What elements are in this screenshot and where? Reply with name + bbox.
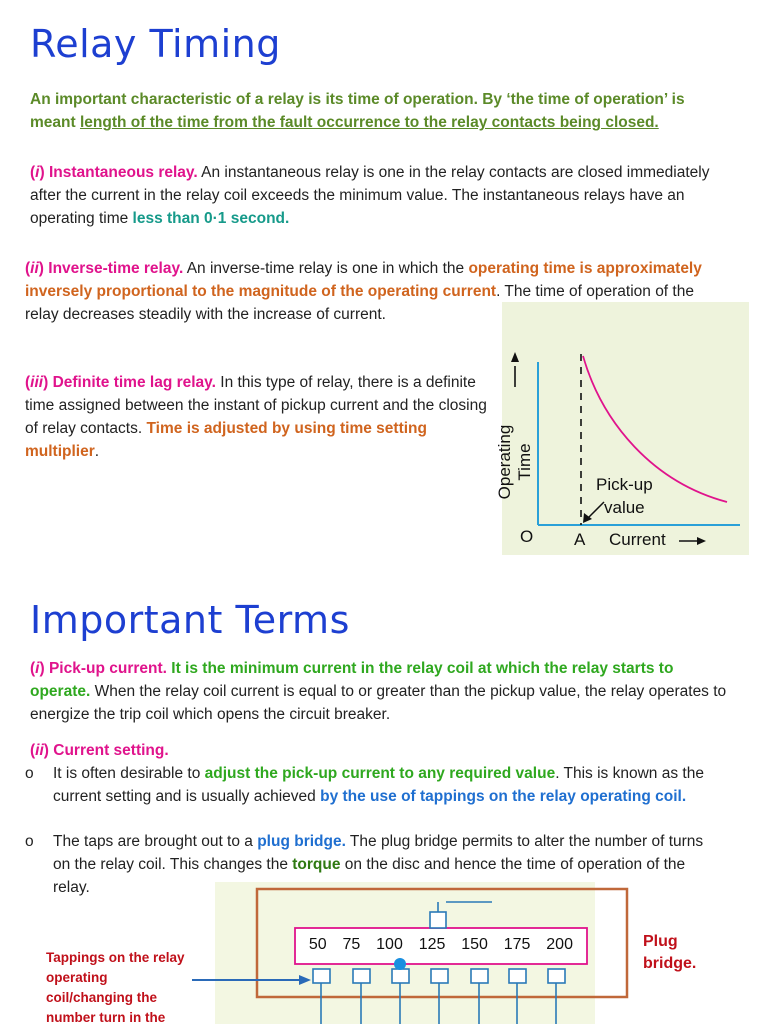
bullet-marker: o <box>25 765 34 782</box>
plug-value: 175 <box>503 936 531 953</box>
bullet-2-emphasis-blue: plug bridge. <box>257 833 346 850</box>
tap-125[interactable] <box>431 969 448 983</box>
bullet-1-text-b: . This is known as the current setting and is usually achieved <box>53 765 704 805</box>
a-label: A <box>574 530 586 549</box>
plug-value: 125 <box>418 936 446 953</box>
plug-value: 50 <box>308 936 327 953</box>
bullet-2-text-b: The plug bridge permits to alter the number of turns on the relay coil. This changes the <box>53 833 704 873</box>
x-axis-label: Current <box>609 530 666 549</box>
instantaneous-relay-emphasis: less than 0·1 second. <box>132 210 290 227</box>
tap-150[interactable] <box>471 969 488 983</box>
definite-time-relay-title: Definite time lag relay. <box>48 374 216 391</box>
item-number: ii <box>30 260 39 277</box>
intro-underlined: length of the time from the fault occurrence to the relay contacts being closed. <box>79 114 659 131</box>
plug-pin-indicator <box>394 958 406 970</box>
origin-label: O <box>520 527 534 546</box>
plug-value: 200 <box>546 936 573 953</box>
pickup-label-line2: value <box>604 498 645 517</box>
tap-terminals <box>313 969 565 983</box>
current-setting-title: Current setting. <box>48 742 169 759</box>
tappings-label: Tappings on the relay operating coil/changing the number turn in the <box>46 950 185 1025</box>
pickup-label-line1: Pick-up <box>596 475 653 494</box>
tap-175[interactable] <box>509 969 526 983</box>
inverse-time-relay-paragraph: (ii) Inverse-time relay. An inverse-time relay is one in which the operating time is approximately inversely proportional to the magnitude of the operating current. The time of operation of the relay decreases steadily with the increase of current. <box>25 260 702 323</box>
item-number: i <box>35 164 40 181</box>
page-title: Relay Timing <box>30 22 281 66</box>
plug-value: 150 <box>461 936 488 953</box>
inverse-time-relay-text: An inverse-time relay is one in which the <box>183 260 469 277</box>
top-plug-terminal <box>430 912 446 928</box>
section-title: Important Terms <box>30 598 350 642</box>
y-axis-label: Operating Time <box>495 424 534 500</box>
tap-50[interactable] <box>313 969 330 983</box>
bullet-marker: o <box>25 833 34 850</box>
pickup-current-paragraph: (i) Pick-up current. It is the minimum current in the relay coil at which the relay starts to operate. When the relay coil current is equal to or greater than the pickup value, the relay operates to energize the trip coil which opens the circuit breaker. <box>30 660 727 723</box>
tappings-pointer-arrowhead <box>299 975 311 985</box>
instantaneous-relay-title: Instantaneous relay. <box>44 164 198 181</box>
definite-time-relay-text: In this type of relay, there is a definite time assigned between the instant of pickup current and the closing of relay contacts. <box>25 374 487 437</box>
item-number: i <box>35 660 40 677</box>
bullet-2-text: The taps are brought out to a <box>53 833 258 850</box>
period: . <box>94 443 100 460</box>
instantaneous-relay-paragraph: (i) Instantaneous relay. An instantaneous relay is one in the relay contacts are closed immediately after the current in the relay coil exceeds the minimum value. The instantaneous relays have an operating time less than 0·1 second. <box>30 164 710 227</box>
bullet-1-text: It is often desirable to <box>53 765 205 782</box>
plug-bridge-label-line2: bridge. <box>643 955 697 972</box>
current-setting-heading: (ii) Current setting. <box>30 742 169 759</box>
tap-100[interactable] <box>392 969 409 983</box>
bullet-2-emphasis-torque: torque <box>292 856 341 873</box>
inverse-time-relay-title: Inverse-time relay. <box>43 260 184 277</box>
inverse-time-relay-text-end: . The time of operation of the relay decreases steadily with the increase of current. <box>25 283 694 323</box>
plug-value: 75 <box>342 936 361 953</box>
bullet-1-emphasis-blue: by the use of tappings on the relay operating coil. <box>320 788 687 805</box>
bullet-2-text-c: on the disc and hence the time of operation of the relay. <box>53 856 686 896</box>
plug-bridge-label <box>643 931 696 975</box>
tap-75[interactable] <box>353 969 370 983</box>
intro-text: An important characteristic of a relay is its time of operation. By ‘the time of operation’ is meant <box>30 91 685 131</box>
pickup-current-text: When the relay coil current is equal to or greater than the pickup value, the relay operates to energize the trip coil which opens the circuit breaker. <box>30 683 727 723</box>
inverse-time-relay-emphasis: operating time is approximately inversely proportional to the magnitude of the operating current <box>25 260 702 300</box>
bullet-1-emphasis-green: adjust the pick-up current to any required value <box>204 765 556 782</box>
item-number: iii <box>30 374 44 391</box>
instantaneous-relay-text: An instantaneous relay is one in the relay contacts are closed immediately after the current in the relay coil exceeds the minimum value. The instantaneous relays have an operating time <box>30 164 710 227</box>
plug-value: 100 <box>376 936 403 953</box>
pickup-current-title: Pick-up current. <box>44 660 167 677</box>
definite-time-relay-emphasis: Time is adjusted by using time setting multiplier <box>25 420 427 460</box>
tap-200[interactable] <box>548 969 565 983</box>
pickup-current-emphasis: It is the minimum current in the relay coil at which the relay starts to operate. <box>30 660 674 700</box>
tap-leads <box>321 983 556 1024</box>
plug-bridge-label-line1: Plug <box>643 933 678 950</box>
plug-values-row <box>295 936 587 954</box>
item-number: ii <box>35 742 44 759</box>
definite-time-relay-paragraph: (iii) Definite time lag relay. In this type of relay, there is a definite time assigned between the instant of pickup current and the closing of relay contacts. Time is adjusted by using time setting multiplier. <box>25 374 487 460</box>
